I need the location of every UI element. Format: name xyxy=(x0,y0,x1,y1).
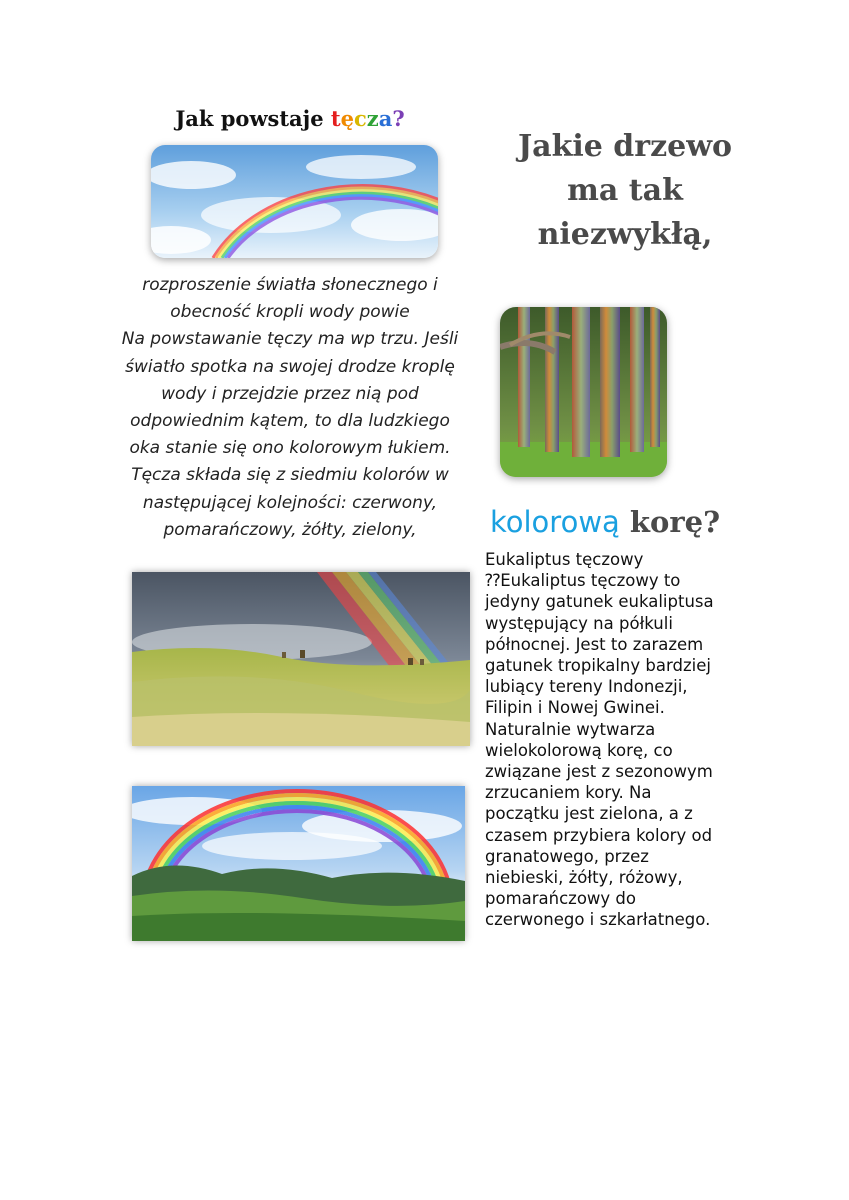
paragraph-line: gatunek tropikalny bardziej xyxy=(485,656,711,676)
left-heading-suffix: ? xyxy=(392,106,405,131)
paragraph-line: Tęcza składa się z siedmiu kolorów w xyxy=(131,465,449,486)
eucalyptus-paragraph xyxy=(485,549,755,931)
paragraph-line: oka stanie się ono kolorowym łukiem. xyxy=(129,438,451,459)
paragraph-line: czerwonego i szkarłatnego. xyxy=(485,910,711,930)
paragraph-line: wody i przejdzie przez nią pod xyxy=(161,383,419,404)
paragraph-line: zrzucaniem kory. Na xyxy=(485,783,652,803)
paragraph-line: lubiący tereny Indonezji, xyxy=(485,677,688,697)
paragraph-line: pomarańczowy do xyxy=(485,889,637,909)
paragraph-line: Na powstawanie tęczy ma wp trzu. Jeśli xyxy=(121,329,459,350)
right-heading-line: Jakie drzewo xyxy=(517,129,733,164)
paragraph-line: ⁇Eukaliptus tęczowy to xyxy=(485,571,681,591)
paragraph-line: wielokolorową korę, co xyxy=(485,740,673,760)
right-heading xyxy=(494,125,756,257)
paragraph-line: jedyny gatunek eukaliptusa xyxy=(485,592,714,612)
left-heading xyxy=(110,106,470,131)
left-heading-prefix: Jak powstaje xyxy=(175,106,331,131)
rainbow-letter: ę xyxy=(340,106,354,131)
paragraph-line: obecność kropli wody powie xyxy=(170,302,410,323)
paragraph-line: granatowego, przez xyxy=(485,846,649,866)
rainbow-hills-photo xyxy=(132,786,465,941)
rainbow-sky-photo xyxy=(151,145,438,258)
paragraph-line: następującej kolejności: czerwony, xyxy=(142,492,438,513)
paragraph-line: odpowiednim kątem, to dla ludzkiego xyxy=(130,411,450,432)
paragraph-line: rozproszenie światła słonecznego i xyxy=(142,275,438,295)
paragraph-line: niebieski, żółty, różowy, xyxy=(485,868,683,888)
right-heading-line: niezwykłą, xyxy=(537,217,713,252)
paragraph-line: Filipin i Nowej Gwinei. xyxy=(485,698,665,718)
rainbow-letter: z xyxy=(366,106,379,131)
subtitle-colored-word: kolorową xyxy=(490,505,620,539)
paragraph-line: północnej. Jest to zarazem xyxy=(485,634,704,654)
paragraph-line: pomarańczowy, żółty, zielony, xyxy=(163,519,417,540)
rainbow-letter: t xyxy=(330,106,341,131)
subtitle xyxy=(490,505,720,539)
rainbow-field-photo xyxy=(132,572,470,746)
rainbow-eucalyptus-photo xyxy=(500,307,667,477)
paragraph-line: związane jest z sezonowym xyxy=(485,762,713,782)
paragraph-line: Naturalnie wytwarza xyxy=(485,719,656,739)
paragraph-line: światło spotka na swojej drodze kroplę xyxy=(125,356,455,377)
right-heading-line: ma tak xyxy=(567,173,683,208)
rainbow-letter: a xyxy=(378,106,393,131)
paragraph-line: czasem przybiera kolory od xyxy=(485,825,713,845)
rainbow-paragraph xyxy=(98,272,482,544)
paragraph-line: występujący na półkuli xyxy=(485,613,673,633)
rainbow-letter: c xyxy=(354,106,367,131)
paragraph-line: Eukaliptus tęczowy xyxy=(485,550,644,569)
paragraph-line: początku jest zielona, a z xyxy=(485,804,693,824)
subtitle-plain-word: korę? xyxy=(619,505,721,539)
